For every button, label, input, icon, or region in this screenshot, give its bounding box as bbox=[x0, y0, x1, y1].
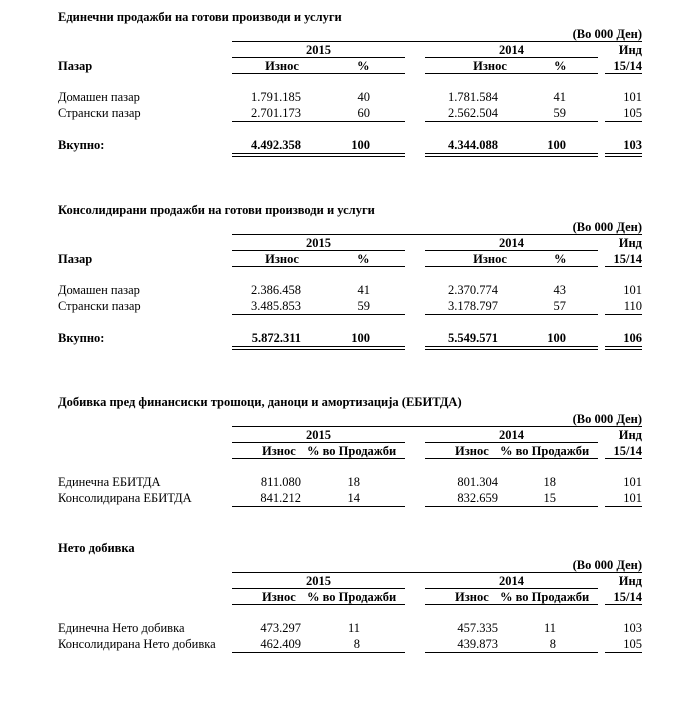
amount-header: Износ bbox=[455, 444, 489, 458]
percent-2014: 8 bbox=[549, 637, 556, 651]
amount-2015: 473.297 bbox=[260, 621, 301, 635]
percent-2015: 59 bbox=[357, 299, 370, 313]
row-label: Консолидирана ЕБИТДА bbox=[58, 491, 192, 505]
percent-2015: 41 bbox=[357, 283, 370, 297]
total-amount-2014: 4.344.088 bbox=[448, 138, 498, 152]
amount-header: Износ bbox=[455, 590, 489, 604]
amount-2014: 2.370.774 bbox=[448, 283, 498, 297]
index-value: 101 bbox=[623, 491, 642, 505]
total-index: 103 bbox=[623, 138, 642, 152]
row-header: Пазар bbox=[58, 252, 93, 266]
amount-2014: 801.304 bbox=[457, 475, 498, 489]
percent-2015: 14 bbox=[347, 491, 360, 505]
percent-2014: 43 bbox=[553, 283, 566, 297]
total-amount-2015: 4.492.358 bbox=[251, 138, 301, 152]
amount-header: Износ bbox=[262, 444, 296, 458]
percent-of-sales-header: % во Продажби bbox=[500, 444, 590, 458]
year-2014-header: 2014 bbox=[499, 574, 524, 588]
percent-2014: 18 bbox=[543, 475, 556, 489]
total-label: Вкупно: bbox=[58, 331, 105, 345]
total-amount-2014: 5.549.571 bbox=[448, 331, 498, 345]
index-value: 103 bbox=[623, 621, 642, 635]
amount-2014: 2.562.504 bbox=[448, 106, 498, 120]
row-header: Пазар bbox=[58, 59, 93, 73]
row-label: Странски пазар bbox=[58, 299, 141, 313]
index-value: 101 bbox=[623, 475, 642, 489]
year-2014-header: 2014 bbox=[499, 43, 524, 57]
percent-2015: 8 bbox=[353, 637, 360, 651]
table-title: Единечни продажби на готови производи и услуги bbox=[58, 10, 342, 24]
index-value: 110 bbox=[623, 299, 642, 313]
year-2015-header: 2015 bbox=[306, 43, 331, 57]
total-percent-2014: 100 bbox=[547, 138, 566, 152]
percent-header: % bbox=[357, 252, 370, 266]
percent-2014: 57 bbox=[553, 299, 566, 313]
year-2015-header: 2015 bbox=[306, 428, 331, 442]
index-header: Инд bbox=[618, 574, 642, 588]
row-label: Странски пазар bbox=[58, 106, 141, 120]
index-subheader: 15/14 bbox=[613, 590, 642, 604]
amount-2015: 841.212 bbox=[260, 491, 301, 505]
percent-header: % bbox=[554, 252, 567, 266]
percent-2014: 59 bbox=[553, 106, 566, 120]
percent-2014: 11 bbox=[543, 621, 556, 635]
unit-label: (Во 000 Ден) bbox=[572, 558, 642, 572]
total-label: Вкупно: bbox=[58, 138, 105, 152]
index-subheader: 15/14 bbox=[613, 444, 642, 458]
amount-2015: 2.386.458 bbox=[251, 283, 301, 297]
table-title: Нето добивка bbox=[58, 541, 135, 555]
percent-header: % bbox=[357, 59, 370, 73]
index-subheader: 15/14 bbox=[613, 59, 642, 73]
percent-2014: 15 bbox=[543, 491, 556, 505]
amount-header: Износ bbox=[265, 59, 299, 73]
unit-label: (Во 000 Ден) bbox=[572, 220, 642, 234]
amount-2014: 1.781.584 bbox=[448, 90, 498, 104]
total-percent-2015: 100 bbox=[351, 331, 370, 345]
year-2015-header: 2015 bbox=[306, 574, 331, 588]
percent-of-sales-header: % во Продажби bbox=[307, 444, 397, 458]
amount-2014: 457.335 bbox=[457, 621, 498, 635]
row-label: Единечна Нето добивка bbox=[58, 621, 185, 635]
amount-2014: 439.873 bbox=[457, 637, 498, 651]
row-label: Консолидирана Нето добивка bbox=[58, 637, 216, 651]
amount-2015: 462.409 bbox=[260, 637, 301, 651]
index-value: 101 bbox=[623, 283, 642, 297]
amount-2014: 832.659 bbox=[457, 491, 498, 505]
unit-label: (Во 000 Ден) bbox=[572, 412, 642, 426]
index-value: 105 bbox=[623, 106, 642, 120]
percent-of-sales-header: % во Продажби bbox=[500, 590, 590, 604]
percent-2015: 40 bbox=[357, 90, 370, 104]
row-label: Домашен пазар bbox=[58, 283, 140, 297]
amount-2015: 3.485.853 bbox=[251, 299, 301, 313]
year-2015-header: 2015 bbox=[306, 236, 331, 250]
index-header: Инд bbox=[618, 43, 642, 57]
total-index: 106 bbox=[623, 331, 642, 345]
percent-2015: 11 bbox=[347, 621, 360, 635]
total-percent-2015: 100 bbox=[351, 138, 370, 152]
amount-2015: 1.791.185 bbox=[251, 90, 301, 104]
total-amount-2015: 5.872.311 bbox=[251, 331, 301, 345]
percent-of-sales-header: % во Продажби bbox=[307, 590, 397, 604]
year-2014-header: 2014 bbox=[499, 236, 524, 250]
percent-2015: 18 bbox=[347, 475, 360, 489]
index-header: Инд bbox=[618, 428, 642, 442]
amount-header: Износ bbox=[265, 252, 299, 266]
percent-2015: 60 bbox=[357, 106, 370, 120]
amount-header: Износ bbox=[262, 590, 296, 604]
amount-2015: 2.701.173 bbox=[251, 106, 301, 120]
index-header: Инд bbox=[618, 236, 642, 250]
table-title: Консолидирани продажби на готови производи и услуги bbox=[58, 203, 375, 217]
unit-label: (Во 000 Ден) bbox=[572, 27, 642, 41]
amount-2015: 811.080 bbox=[260, 475, 301, 489]
index-subheader: 15/14 bbox=[613, 252, 642, 266]
amount-2014: 3.178.797 bbox=[448, 299, 498, 313]
percent-2014: 41 bbox=[553, 90, 566, 104]
row-label: Домашен пазар bbox=[58, 90, 140, 104]
index-value: 105 bbox=[623, 637, 642, 651]
percent-header: % bbox=[554, 59, 567, 73]
amount-header: Износ bbox=[473, 59, 507, 73]
index-value: 101 bbox=[623, 90, 642, 104]
total-percent-2014: 100 bbox=[547, 331, 566, 345]
row-label: Единечна ЕБИТДА bbox=[58, 475, 161, 489]
table-title: Добивка пред финансиски трошоци, даноци и амортизација (ЕБИТДА) bbox=[58, 395, 462, 409]
amount-header: Износ bbox=[473, 252, 507, 266]
year-2014-header: 2014 bbox=[499, 428, 524, 442]
